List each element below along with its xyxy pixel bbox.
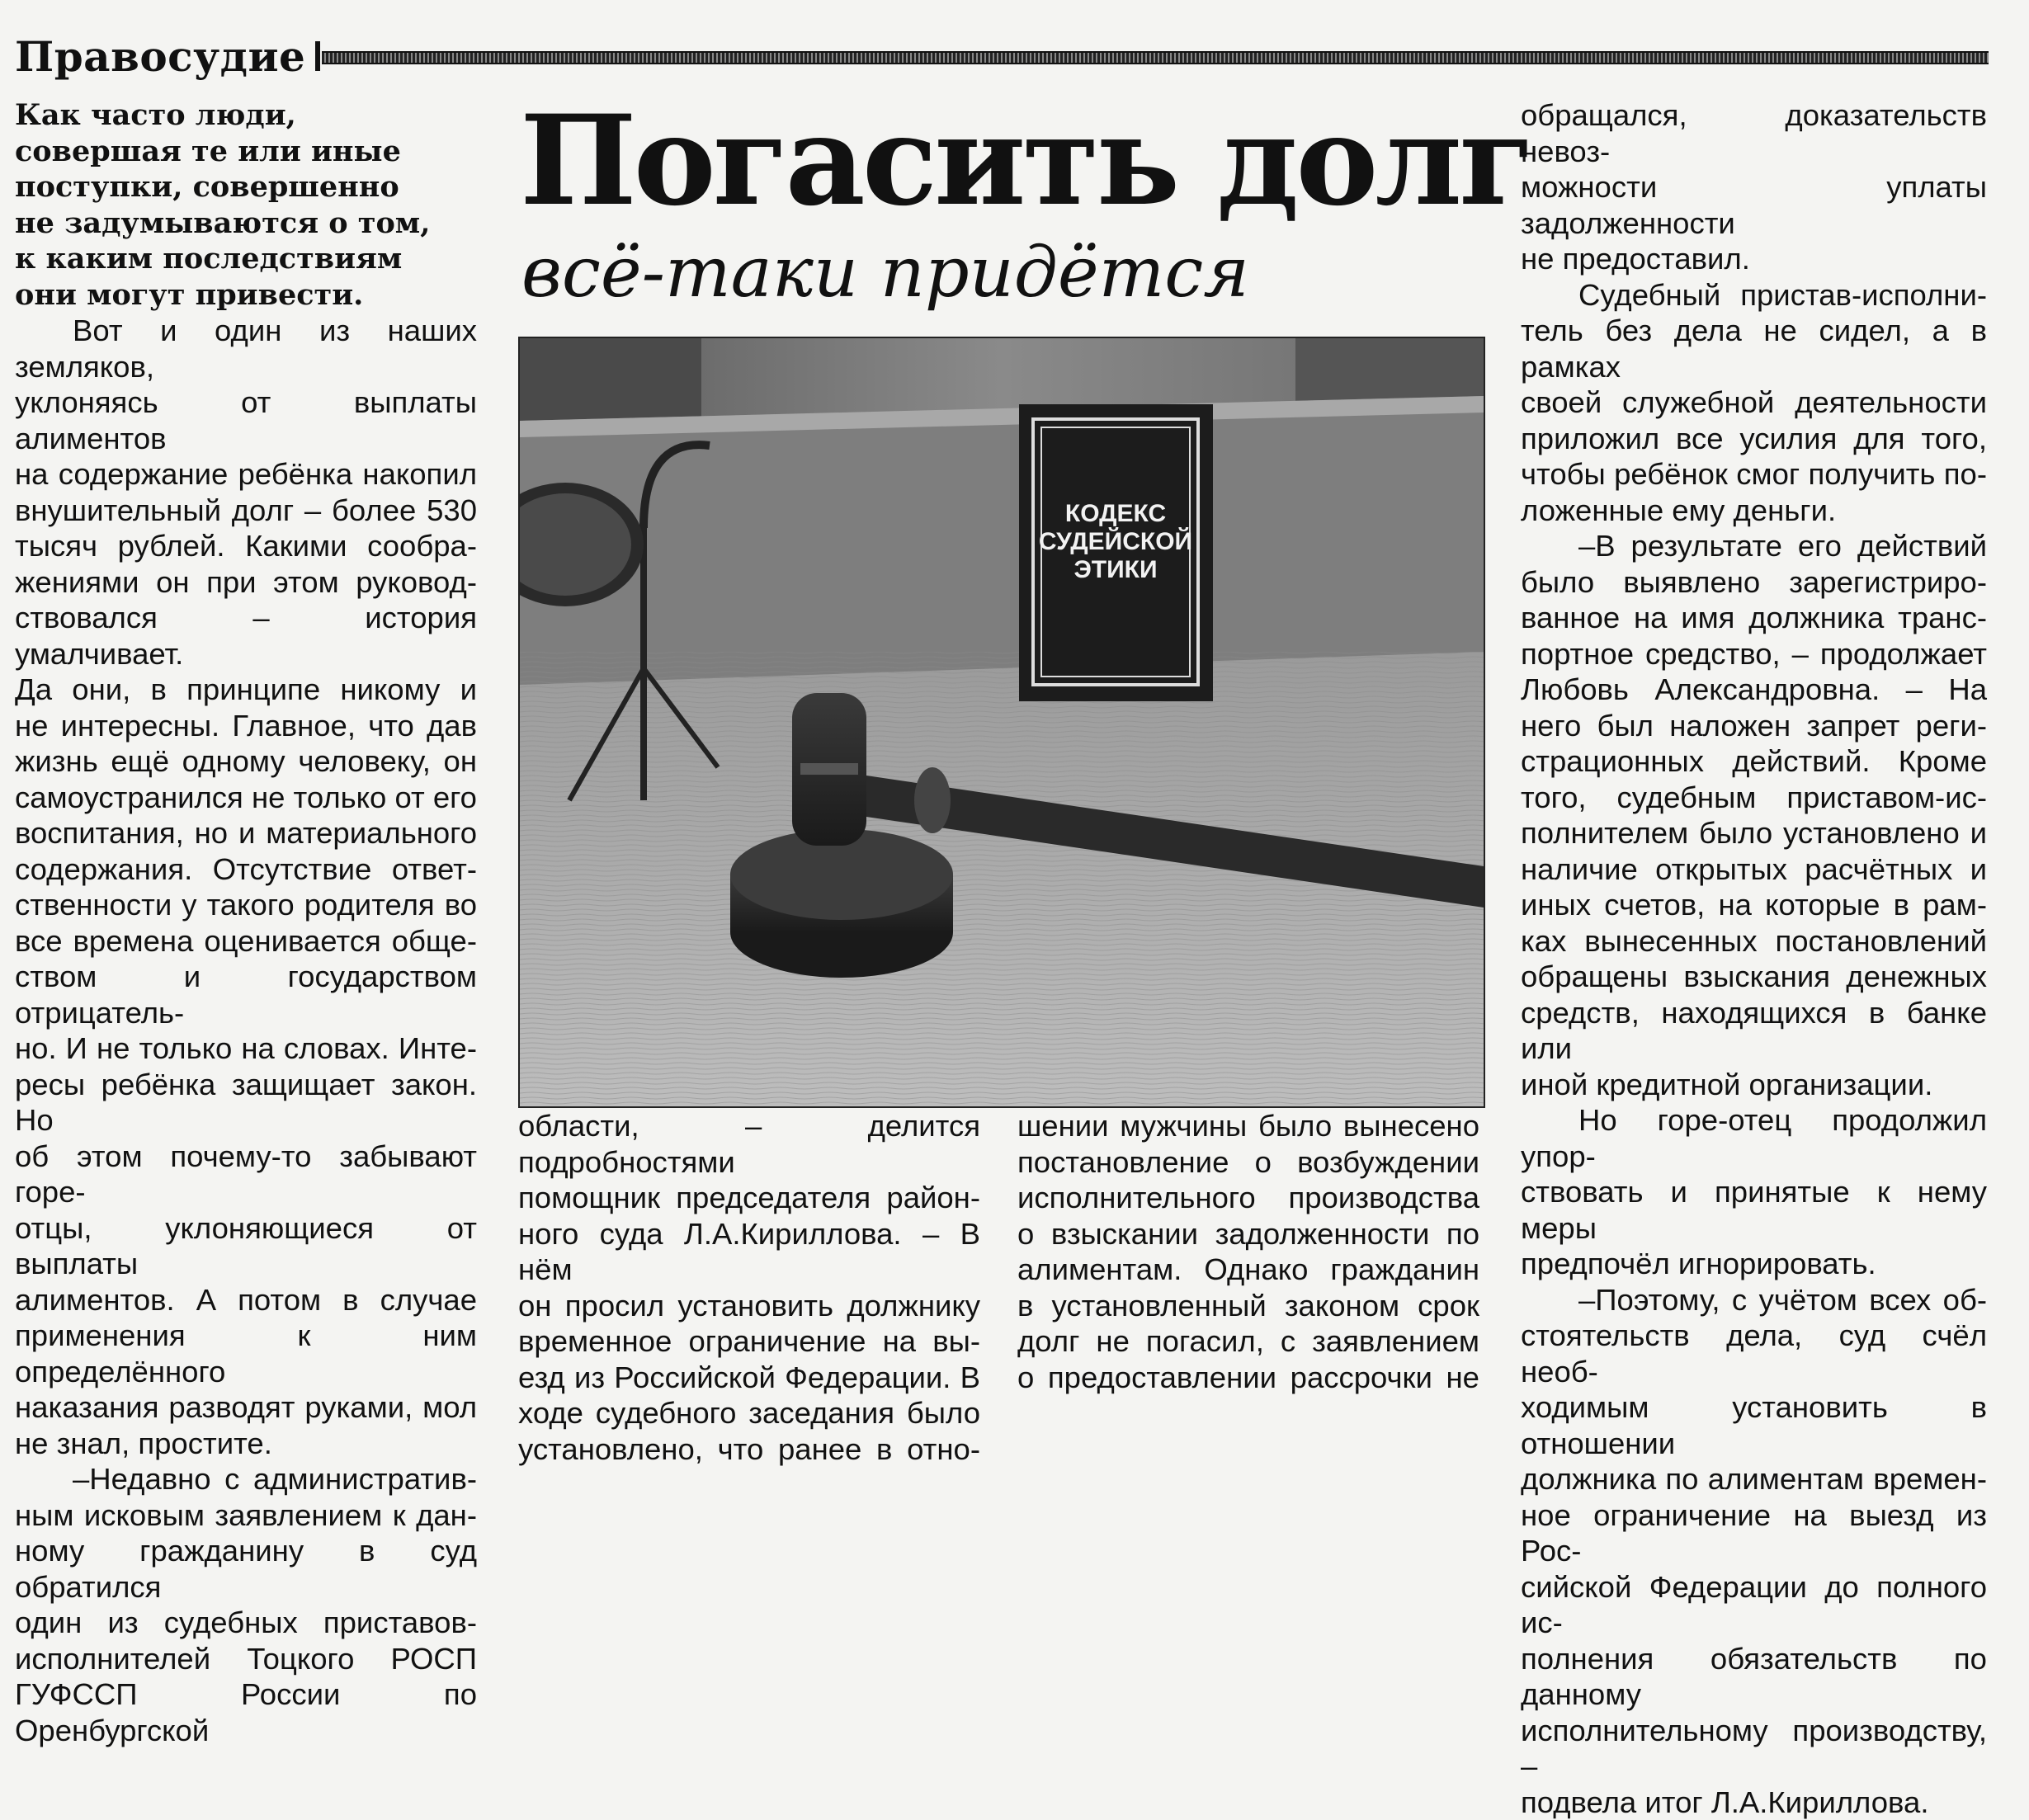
- gavel-ring-shape: [800, 763, 858, 775]
- paragraph: [1521, 1282, 1987, 1820]
- text-line: исполнительному производству, –: [1521, 1713, 1987, 1785]
- text-line: Любовь Александровна. – На: [1521, 672, 1987, 708]
- article-column-4: [1521, 97, 1987, 1820]
- text-line: алиментам. Однако гражданин: [1017, 1252, 1479, 1288]
- article-lead: [15, 97, 477, 313]
- text-line: ресы ребёнка защищает закон. Но: [15, 1067, 477, 1139]
- lead-line: Как часто люди,: [15, 97, 477, 134]
- text-line: не знал, простите.: [15, 1426, 477, 1462]
- photo-illustration: [520, 338, 1484, 1106]
- text-line: ствовался – история умалчивает.: [15, 600, 477, 672]
- text-line: наличие открытых расчётных и: [1521, 851, 1987, 888]
- text-line: ствовать и принятые к нему меры: [1521, 1174, 1987, 1246]
- text-line: было выявлено зарегистриро-: [1521, 564, 1987, 601]
- rubric-rule: [322, 51, 1989, 64]
- paragraph: [1521, 1102, 1987, 1282]
- text-line: ством и государством отрицатель-: [15, 959, 477, 1030]
- text-line: временное ограничение на вы-: [518, 1323, 980, 1360]
- lead-line: поступки, совершенно: [15, 169, 477, 205]
- text-line: самоустранился не только от его: [15, 780, 477, 816]
- text-line: –Поэтому, с учётом всех об-: [1521, 1282, 1987, 1318]
- text-line: иной кредитной организации.: [1521, 1067, 1987, 1103]
- text-line: не предоставил.: [1521, 241, 1987, 277]
- paragraph: [15, 313, 477, 1461]
- headline: Погасить долг: [520, 95, 1531, 227]
- text-line: в установленный законом срок: [1017, 1288, 1479, 1324]
- text-line: наказания разводят руками, мол: [15, 1389, 477, 1426]
- text-line: исполнителей Тоцкого РОСП: [15, 1641, 477, 1677]
- text-line: области, – делится подробностями: [518, 1108, 980, 1180]
- text-line: своей служебной деятельности: [1521, 384, 1987, 421]
- text-line: воспитания, но и материального: [15, 815, 477, 851]
- text-line: Да они, в принципе никому и: [15, 672, 477, 708]
- lead-line: совершая те или иные: [15, 134, 477, 170]
- paragraph: [1521, 528, 1987, 1102]
- text-line: подвела итог Л.А.Кириллова.: [1521, 1785, 1987, 1820]
- text-line: жениями он при этом руковод-: [15, 564, 477, 601]
- text-line: полнения обязательств по данному: [1521, 1641, 1987, 1713]
- text-line: постановление о возбуждении: [1017, 1144, 1479, 1181]
- text-line: стоятельств дела, суд счёл необ-: [1521, 1318, 1987, 1389]
- paragraph: [15, 1461, 477, 1748]
- text-line: один из судебных приставов-: [15, 1605, 477, 1641]
- text-line: приложил все усилия для того,: [1521, 421, 1987, 457]
- text-line: ного суда Л.А.Кириллова. – В нём: [518, 1216, 980, 1288]
- text-line: полнителем было установлено и: [1521, 815, 1987, 851]
- lead-line: они могут привести.: [15, 277, 477, 314]
- text-line: ходе судебного заседания было: [518, 1395, 980, 1431]
- text-line: ложенные ему деньги.: [1521, 493, 1987, 529]
- text-line: на содержание ребёнка накопил: [15, 456, 477, 493]
- text-line: о предоставлении рассрочки не: [1017, 1360, 1479, 1396]
- text-line: ное ограничение на выезд из Рос-: [1521, 1497, 1987, 1569]
- article-column-2: [518, 1108, 980, 1467]
- back-panel-shape: [520, 396, 1484, 685]
- text-line: помощник председателя район-: [518, 1180, 980, 1216]
- text-line: ГУФССП России по Оренбургской: [15, 1676, 477, 1748]
- book-title-line: СУДЕЙСКОЙ: [1039, 527, 1192, 555]
- text-line: тель без дела не сидел, а в рамках: [1521, 313, 1987, 384]
- text-line: внушительный долг – более 530: [15, 493, 477, 529]
- article-photo: [518, 337, 1485, 1108]
- text-line: сийской Федерации до полного ис-: [1521, 1569, 1987, 1641]
- text-line: Судебный пристав-исполни-: [1521, 277, 1987, 314]
- text-line: ственности у такого родителя во: [15, 887, 477, 923]
- text-line: страционных действий. Кроме: [1521, 743, 1987, 780]
- paragraph: [1521, 277, 1987, 529]
- book-title-line: КОДЕКС: [1065, 500, 1166, 527]
- book-title-line: ЭТИКИ: [1073, 556, 1157, 583]
- text-line: долг не погасил, с заявлением: [1017, 1323, 1479, 1360]
- text-line: шении мужчины было вынесено: [1017, 1108, 1479, 1144]
- text-line: чтобы ребёнок смог получить по-: [1521, 456, 1987, 493]
- text-line: уклоняясь от выплаты алиментов: [15, 384, 477, 456]
- text-line: обращены взыскания денежных: [1521, 959, 1987, 995]
- text-line: об этом почему-то забывают горе-: [15, 1139, 477, 1210]
- text-line: того, судебным приставом-ис-: [1521, 780, 1987, 816]
- text-line: тысяч рублей. Какими сообра-: [15, 528, 477, 564]
- text-line: ках вынесенных постановлений: [1521, 923, 1987, 960]
- text-line: все времена оценивается обще-: [15, 923, 477, 960]
- text-line: Вот и один из наших земляков,: [15, 313, 477, 384]
- text-line: можности уплаты задолженности: [1521, 169, 1987, 241]
- text-line: иных счетов, на которые в рам-: [1521, 887, 1987, 923]
- text-line: установлено, что ранее в отно-: [518, 1431, 980, 1468]
- text-line: не интересны. Главное, что дав: [15, 708, 477, 744]
- paragraph: [1521, 97, 1987, 277]
- text-line: ным исковым заявлением к дан-: [15, 1497, 477, 1534]
- text-line: он просил установить должнику: [518, 1288, 980, 1324]
- text-line: ному гражданину в суд обратился: [15, 1533, 477, 1605]
- article-column-3: [1017, 1108, 1479, 1395]
- text-line: содержания. Отсутствие ответ-: [15, 851, 477, 888]
- section-rubric: [15, 23, 305, 89]
- text-line: ходимым установить в отношении: [1521, 1389, 1987, 1461]
- text-line: о взыскании задолженности по: [1017, 1216, 1479, 1252]
- text-line: портное средство, – продолжает: [1521, 636, 1987, 672]
- text-line: –Недавно с административ-: [15, 1461, 477, 1497]
- text-line: него был наложен запрет реги-: [1521, 708, 1987, 744]
- text-line: исполнительного производства: [1017, 1180, 1479, 1216]
- text-line: применения к ним определённого: [15, 1318, 477, 1389]
- subheadline: всё-таки придётся: [521, 231, 1249, 314]
- text-line: средств, находящихся в банке или: [1521, 995, 1987, 1067]
- lead-line: к каким последствиям: [15, 241, 477, 277]
- lead-line: не задумываются о том,: [15, 205, 477, 242]
- rubric-label: Правосудие: [15, 32, 305, 81]
- text-line: Но горе-отец продолжил упор-: [1521, 1102, 1987, 1174]
- text-line: езд из Российской Федерации. В: [518, 1360, 980, 1396]
- text-line: но. И не только на словах. Инте-: [15, 1030, 477, 1067]
- text-line: предпочёл игнорировать.: [1521, 1246, 1987, 1282]
- gavel-collar-shape: [914, 767, 951, 833]
- article-column-1: [15, 97, 477, 1748]
- text-line: обращался, доказательств невоз-: [1521, 97, 1987, 169]
- text-line: ванное на имя должника транс-: [1521, 600, 1987, 636]
- text-line: отцы, уклоняющиеся от выплаты: [15, 1210, 477, 1282]
- text-line: –В результате его действий: [1521, 528, 1987, 564]
- text-line: жизнь ещё одному человеку, он: [15, 743, 477, 780]
- text-line: должника по алиментам времен-: [1521, 1461, 1987, 1497]
- text-line: алиментов. А потом в случае: [15, 1282, 477, 1318]
